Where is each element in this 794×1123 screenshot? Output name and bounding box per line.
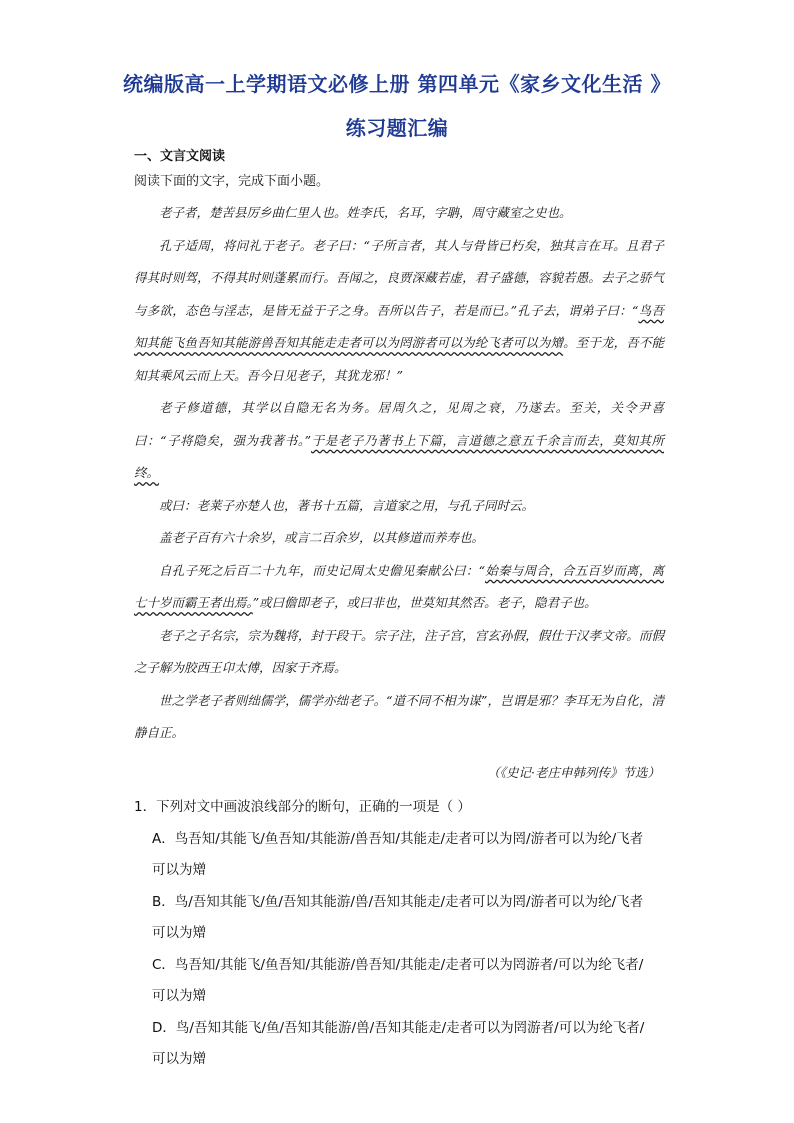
- wavy-underlined-text: 鸟吾知其能飞鱼吾知其能游兽吾知其能走走者可以为罔游者可以为纶飞者可以为矰: [134, 302, 664, 350]
- passage-text: 老子修道德，其学以自隐无名为务。居周久之，见周之衰，乃遂去。至关，关令尹喜曰：“子将隐矣，强为我著书。”: [134, 400, 664, 448]
- passage-text: 。至于龙，吾不能知其乘风云而上天。吾今日见老子，其犹龙邪！”: [134, 335, 664, 383]
- option-line: 可以为矰: [152, 988, 206, 1004]
- option-line: B．鸟/吾知其能飞/鱼/吾知其能游/兽/吾知其能走/走者可以为罔/游者可以为纶/飞者: [152, 893, 644, 910]
- passage-text: 自孔子死之后百二十九年，而史记周太史儋见秦献公曰：“: [159, 562, 485, 578]
- option-c[interactable]: [134, 950, 664, 1013]
- option-line: 可以为矰: [152, 1051, 206, 1067]
- passage-source: （《史记·老庄申韩列传》节选）: [487, 765, 660, 780]
- passage-paragraph: [134, 392, 664, 490]
- section-heading: 一、文言文阅读: [134, 149, 226, 164]
- classical-passage: [134, 197, 664, 750]
- option-d[interactable]: [134, 1013, 664, 1076]
- passage-paragraph: 老子之子名宗，宗为魏将，封于段干。宗子注，注子宫，宫玄孙假，假仕于汉孝文帝。而假之子解为胶西王卬太傅，因家于齐焉。: [134, 627, 664, 675]
- option-a[interactable]: [134, 824, 664, 887]
- option-b[interactable]: [134, 887, 664, 950]
- underlined-text: 于是老子乃著书上下篇，言道德之意五千余言而去，莫知其所终。: [134, 432, 664, 480]
- passage-paragraph: [134, 555, 664, 620]
- passage-paragraph: 或曰：老莱子亦楚人也，著书十五篇，言道家之用，与孔子同时云。: [159, 497, 535, 513]
- passage-text: ”或曰儋即老子，或曰非也，世莫知其然否。老子，隐君子也。: [252, 595, 597, 610]
- option-line: D．鸟/吾知其能飞/鱼/吾知其能游/兽/吾知其能走/走者可以为罔游者/可以为纶飞者/: [152, 1019, 645, 1036]
- passage-paragraph: 盖老子百有六十余岁，或言二百余岁，以其修道而养寿也。: [159, 530, 485, 545]
- option-line: 可以为矰: [152, 862, 206, 878]
- passage-text: 孔子适周，将问礼于老子。老子曰：“子所言者，其人与骨皆已朽矣，独其言在耳。且君子得其时则驾，不得其时则蓬累而行。吾闻之，良贾深藏若虚，君子盛德，容貌若愚。去子之骄气与多欲，态色与淫志，是皆无益于子之身。吾所以告子，若是而已。”孔子去，谓弟子曰：“: [134, 237, 664, 318]
- passage-paragraph: 世之学老子者则绌儒学，儒学亦绌老子。“道不同不相为谋”，岂谓是邪？李耳无为自化，清静自正。: [134, 692, 664, 740]
- passage-paragraph: 老子者，楚苦县厉乡曲仁里人也。姓李氏，名耳，字聃，周守藏室之史也。: [159, 205, 572, 220]
- question-1: [134, 792, 664, 1076]
- reading-instruction: 阅读下面的文字，完成下面小题。: [134, 174, 330, 189]
- option-line: A．鸟吾知/其能飞/鱼吾知/其能游/兽吾知/其能走/走者可以为罔/游者可以为纶/飞者: [152, 830, 644, 847]
- page-subtitle: 练习题汇编: [345, 116, 449, 140]
- option-line: C．鸟吾知/其能飞/鱼吾知/其能游/兽吾知/其能走/走者可以为罔游者/可以为纶飞者/: [152, 956, 644, 973]
- page-title: 统编版高一上学期语文必修上册 第四单元《家乡文化生活 》: [123, 72, 671, 96]
- question-stem: 1．下列对文中画波浪线部分的断句，正确的一项是（ ）: [134, 799, 471, 815]
- passage-paragraph: [134, 230, 664, 393]
- option-line: 可以为矰: [152, 925, 206, 941]
- underlined-text: 始秦与周合，合五百岁而离，离七十岁而霸王者出焉。: [134, 562, 664, 610]
